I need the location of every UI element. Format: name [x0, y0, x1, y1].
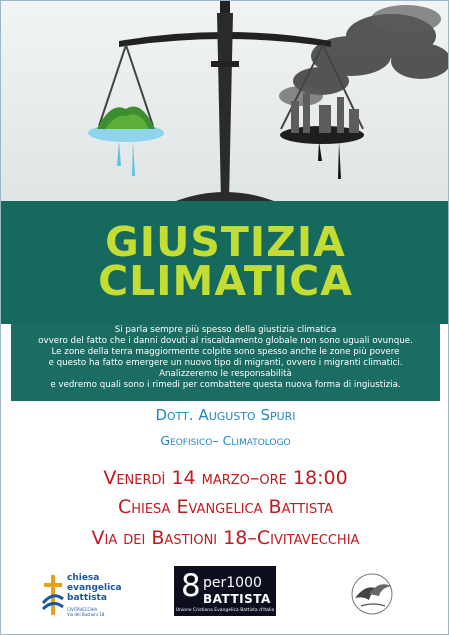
- title-line-2: CLIMATICA: [98, 257, 353, 305]
- scale-pillar: [217, 13, 233, 201]
- event-date: Venerdì 14 marzo–ore 18:00: [103, 467, 348, 489]
- description-line: Le zone della terra maggiormente colpite sono spesso anche le zone più povere: [51, 347, 400, 357]
- speaker-role: Geofisico– Climatologo: [160, 433, 291, 448]
- logo-union: Unione Cristiana Evangelica Battista d'Italia: [175, 608, 275, 613]
- cross-icon: [41, 573, 65, 617]
- logo-subtext: Via dei Bastioni 18: [67, 612, 105, 617]
- logo-brand: BATTISTA: [203, 592, 271, 606]
- logo-text: evangelica: [67, 583, 122, 593]
- logo-subtext: CIVITAVECCHIA: [67, 607, 98, 612]
- description-line: Si parla sempre più spesso della giustizia climatica: [114, 325, 337, 335]
- logo-text: chiesa: [67, 573, 100, 583]
- logo-text: battista: [67, 593, 107, 603]
- hero-image: [1, 1, 449, 201]
- description-line: ovvero del fatto che i danni dovuti al riscaldamento globale non sono uguali ovunque.: [38, 336, 413, 346]
- chiesa-battista-logo: [37, 569, 127, 621]
- title-line-1: GIUSTIZIA: [105, 218, 346, 266]
- logo-digit: 8: [181, 568, 201, 604]
- event-address: Via dei Bastioni 18–Civitavecchia: [91, 527, 360, 549]
- description-box: [11, 324, 440, 401]
- balance-scale-illustration: [1, 1, 449, 201]
- bird-logo-icon: [349, 572, 395, 616]
- event-venue: Chiesa Evangelica Battista: [117, 496, 334, 518]
- description-line: e vedremo quali sono i rimedi per combattere questa nuova forma di ingiustizia.: [50, 380, 401, 390]
- speaker-name: Dott. Augusto Spuri: [155, 406, 296, 424]
- otto-per-mille-logo: [174, 566, 276, 616]
- description-line: Analizzeremo le responsabilità: [159, 369, 292, 379]
- description-line: e questo ha fatto emergere un nuovo tipo di migranti, ovvero i migranti climatici.: [48, 358, 403, 368]
- logo-per-mille: per1000: [203, 575, 262, 591]
